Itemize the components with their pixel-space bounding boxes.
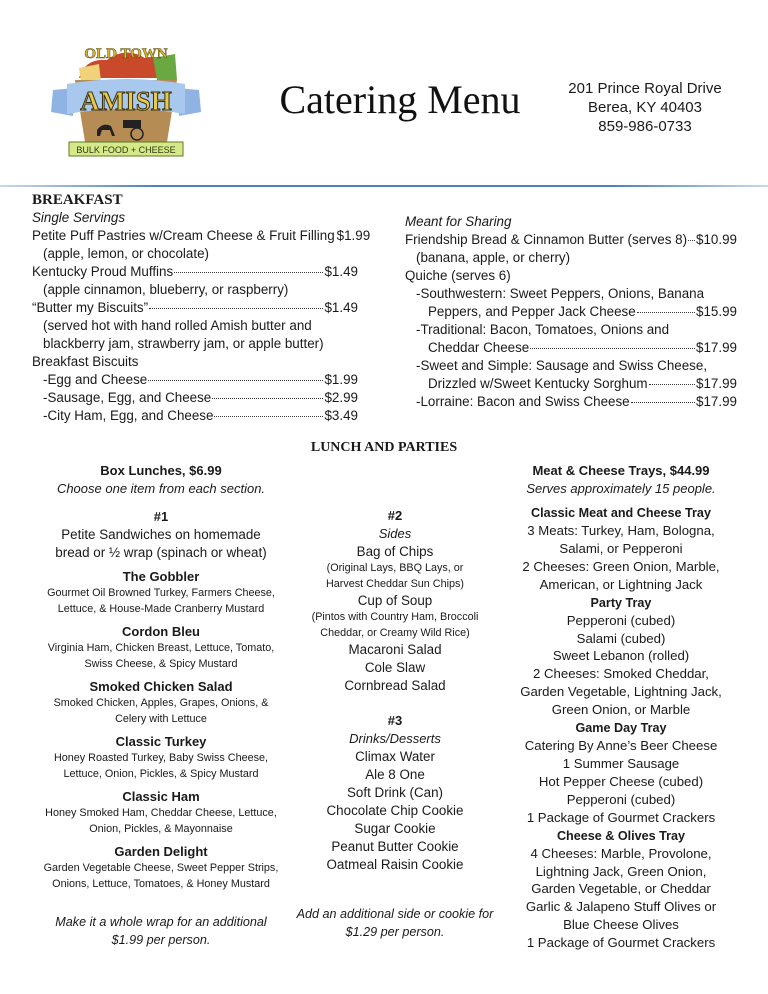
sandwich-name: Garden Delight: [114, 844, 208, 859]
sandwich-item: [30, 568, 292, 617]
menu-item: [32, 389, 358, 407]
tray-detail: Lightning Jack, Green Onion,: [535, 863, 707, 879]
sandwich-description: Honey Roasted Turkey, Baby Swiss Cheese,: [53, 752, 269, 764]
side-options: Harvest Cheddar Sun Chips): [325, 577, 465, 590]
tray-detail: Blue Cheese Olives: [563, 917, 679, 933]
drinks-desserts-label: Drinks/Desserts: [349, 731, 441, 746]
city-state-zip: Berea, KY 40403: [588, 99, 702, 116]
drinks-desserts-list: [285, 748, 505, 874]
section-1-number: #1: [153, 509, 169, 524]
old-town-amish-logo: [45, 38, 207, 160]
sandwich-description: Gourmet Oil Browned Turkey, Farmers Cheese,: [47, 587, 275, 599]
wrap-footnote: $1.99 per person.: [111, 932, 211, 947]
item-group-label: Quiche (serves 6): [405, 268, 511, 283]
sandwich-item: [30, 733, 292, 782]
dot-leader: [530, 348, 695, 349]
sides-list: [285, 543, 505, 695]
menu-item: [32, 263, 358, 281]
trays-title: Meat & Cheese Trays, $44.99: [532, 463, 710, 478]
tray-item: [495, 504, 747, 594]
sandwich-name: Smoked Chicken Salad: [89, 679, 233, 694]
item-group-label: Breakfast Biscuits: [32, 354, 139, 369]
svg-text:OLD TOWN: OLD TOWN: [84, 46, 168, 62]
sandwich-item: [30, 788, 292, 837]
side-item: Cornbread Salad: [344, 678, 446, 693]
wrap-footnote: Make it a whole wrap for an additional: [55, 915, 267, 929]
sandwich-description: Garden Vegetable Cheese, Sweet Pepper Strips,: [43, 862, 279, 874]
sandwich-name: The Gobbler: [122, 569, 200, 584]
single-servings-list: [32, 227, 371, 425]
tray-detail: American, or Lightning Jack: [539, 576, 703, 592]
item-note: (served hot with hand rolled Amish butter and: [43, 318, 312, 333]
drink-dessert-item: Soft Drink (Can): [347, 785, 443, 800]
tray-detail: Garlic & Jalapeno Stuff Olives or: [525, 899, 717, 915]
tray-detail: 1 Package of Gourmet Crackers: [526, 935, 716, 951]
section-1-intro: Petite Sandwiches on homemade: [61, 527, 261, 542]
dot-leader: [148, 380, 323, 381]
item-name: Friendship Bread & Cinnamon Butter (serves 8): [405, 232, 688, 247]
tray-item: [495, 719, 747, 827]
sandwich-list: [30, 568, 292, 892]
tray-detail: 1 Summer Sausage: [562, 755, 680, 771]
menu-item: [32, 371, 358, 389]
tray-detail: Pepperoni (cubed): [566, 612, 676, 628]
menu-item: [32, 227, 371, 245]
sandwich-description: Honey Smoked Ham, Cheddar Cheese, Lettuce,: [45, 807, 277, 819]
sandwich-name: Cordon Bleu: [122, 624, 200, 639]
item-note: (banana, apple, or cherry): [416, 250, 571, 265]
item-price: $17.99: [696, 394, 737, 409]
section-3-number: #3: [387, 713, 403, 728]
dot-leader: [174, 272, 323, 273]
tray-detail: Hot Pepper Cheese (cubed): [538, 773, 704, 789]
tray-detail: Sweet Lebanon (rolled): [552, 648, 690, 664]
item-name: Petite Puff Pastries w/Cream Cheese & Fruit Filling: [32, 228, 335, 243]
tray-name: Game Day Tray: [575, 721, 667, 736]
tray-detail: 1 Package of Gourmet Crackers: [526, 809, 716, 825]
header-divider: [0, 185, 768, 187]
drink-dessert-item: Ale 8 One: [365, 767, 425, 782]
breakfast-single-servings: [32, 191, 371, 425]
side-item: Bag of Chips: [356, 544, 434, 559]
item-price: $1.99: [324, 372, 358, 387]
tray-item: [495, 827, 747, 952]
sides-label: Sides: [378, 526, 412, 541]
item-note: -Sweet and Simple: Sausage and Swiss Cheese,: [416, 358, 708, 373]
sandwich-description: Lettuce, Onion, Pickles, & Spicy Mustard: [63, 767, 259, 780]
item-price: $2.99: [324, 390, 358, 405]
sandwich-item: [30, 843, 292, 892]
menu-item: [405, 303, 737, 321]
tray-detail: Salami (cubed): [576, 630, 666, 646]
tray-detail: Green Onion, or Marble: [551, 702, 691, 718]
item-note: (apple, lemon, or chocolate): [43, 246, 209, 261]
side-options: (Original Lays, BBQ Lays, or: [326, 562, 464, 574]
breakfast-sharing: [405, 213, 737, 411]
dot-leader: [637, 312, 695, 313]
item-name: Peppers, and Pepper Jack Cheese: [428, 304, 636, 319]
side-footnote: Add an additional side or cookie for: [296, 907, 494, 921]
sandwich-description: Celery with Lettuce: [115, 712, 207, 725]
item-name: “Butter my Biscuits”: [32, 300, 149, 315]
sandwich-name: Classic Turkey: [115, 734, 207, 749]
breakfast-heading: BREAKFAST: [32, 192, 123, 208]
side-options: Cheddar, or Creamy Wild Rice): [320, 626, 470, 639]
tray-detail: Garden Vegetable, or Cheddar: [531, 881, 711, 897]
tray-name: Cheese & Olives Tray: [556, 828, 686, 843]
menu-item: [405, 393, 737, 411]
box-lunch-section-1: [30, 462, 292, 949]
drink-dessert-item: Peanut Butter Cookie: [331, 839, 459, 854]
phone-number: 859-986-0733: [598, 118, 692, 135]
item-name: -Egg and Cheese: [43, 372, 148, 387]
sandwich-description: Onions, Lettuce, Tomatoes, & Honey Mustard: [52, 877, 270, 890]
side-options: (Pintos with Country Ham, Broccoli: [311, 611, 479, 623]
item-name: Cheddar Cheese: [428, 340, 530, 355]
side-item: Cole Slaw: [364, 660, 426, 675]
side-item: Cup of Soup: [357, 593, 433, 608]
tray-detail: Catering By Anne’s Beer Cheese: [524, 738, 718, 754]
menu-item: [405, 231, 737, 249]
single-servings-label: Single Servings: [32, 210, 126, 225]
item-name: Drizzled w/Sweet Kentucky Sorghum: [428, 376, 648, 391]
dot-leader: [649, 384, 695, 385]
street-address: 201 Prince Royal Drive: [568, 80, 722, 97]
sandwich-item: [30, 678, 292, 727]
tray-name: Classic Meat and Cheese Tray: [531, 506, 711, 520]
item-price: $15.99: [696, 304, 737, 319]
box-lunches-subtitle: Choose one item from each section.: [56, 481, 266, 496]
sandwich-description: Onion, Pickles, & Mayonnaise: [89, 822, 233, 835]
drink-dessert-item: Climax Water: [355, 749, 435, 764]
item-price: $1.49: [324, 264, 358, 279]
item-price: $3.49: [324, 408, 358, 423]
page-title: Catering Menu: [279, 77, 521, 122]
tray-detail: 2 Cheeses: Smoked Cheddar,: [533, 666, 709, 682]
menu-item: [32, 407, 358, 425]
meat-cheese-trays: [495, 462, 747, 952]
menu-item: [405, 339, 737, 357]
tray-item: [495, 594, 747, 719]
item-note: -Southwestern: Sweet Peppers, Onions, Banana: [416, 286, 705, 301]
box-lunches-title: Box Lunches, $6.99: [100, 463, 222, 478]
trays-subtitle: Serves approximately 15 people.: [526, 481, 716, 496]
section-1-intro: bread or ½ wrap (spinach or wheat): [55, 545, 267, 560]
tray-detail: 4 Cheeses: Marble, Provolone,: [530, 845, 712, 861]
drink-dessert-item: Oatmeal Raisin Cookie: [326, 857, 464, 872]
sandwich-description: Lettuce, & House-Made Cranberry Mustard: [57, 602, 265, 615]
menu-item: [32, 299, 358, 317]
item-name: -Lorraine: Bacon and Swiss Cheese: [416, 394, 630, 409]
dot-leader: [214, 416, 323, 417]
dot-leader: [212, 398, 323, 399]
lunch-heading: LUNCH AND PARTIES: [310, 440, 458, 455]
box-lunch-sections-2-3: [285, 507, 505, 941]
sandwich-description: Smoked Chicken, Apples, Grapes, Onions, &: [53, 697, 269, 709]
tray-detail: 2 Cheeses: Green Onion, Marble,: [522, 558, 720, 574]
drink-dessert-item: Chocolate Chip Cookie: [326, 803, 464, 818]
sandwich-name: Classic Ham: [122, 789, 200, 804]
item-note: -Traditional: Bacon, Tomatoes, Onions and: [416, 322, 670, 337]
item-price: $1.99: [336, 228, 371, 243]
store-address: [550, 79, 740, 136]
sharing-list: [405, 231, 737, 411]
item-name: -Sausage, Egg, and Cheese: [43, 390, 212, 405]
item-note: (apple cinnamon, blueberry, or raspberry): [43, 282, 289, 297]
sandwich-description: Swiss Cheese, & Spicy Mustard: [84, 657, 238, 670]
svg-text:AMISH: AMISH: [80, 86, 172, 116]
item-price: $17.99: [696, 376, 737, 391]
side-footnote: $1.29 per person.: [345, 924, 445, 939]
item-price: $10.99: [696, 232, 737, 247]
svg-text:BULK FOOD + CHEESE: BULK FOOD + CHEESE: [76, 145, 176, 155]
side-item: Macaroni Salad: [348, 642, 442, 657]
item-name: -City Ham, Egg, and Cheese: [43, 408, 214, 423]
dot-leader: [688, 240, 695, 241]
item-price: $1.49: [324, 300, 358, 315]
dot-leader: [149, 308, 323, 309]
item-price: $17.99: [696, 340, 737, 355]
tray-detail: Salami, or Pepperoni: [559, 540, 683, 556]
tray-detail: 3 Meats: Turkey, Ham, Bologna,: [527, 523, 715, 538]
sharing-label: Meant for Sharing: [405, 214, 512, 229]
item-name: Kentucky Proud Muffins: [32, 264, 174, 279]
tray-list: [495, 504, 747, 952]
item-note: blackberry jam, strawberry jam, or apple butter): [43, 336, 324, 351]
tray-name: Party Tray: [590, 595, 652, 610]
tray-detail: Pepperoni (cubed): [566, 791, 676, 807]
dot-leader: [631, 402, 695, 403]
tray-detail: Garden Vegetable, Lightning Jack,: [520, 684, 722, 700]
drink-dessert-item: Sugar Cookie: [354, 821, 436, 836]
menu-item: [405, 375, 737, 393]
sandwich-item: [30, 623, 292, 672]
section-2-number: #2: [387, 508, 403, 523]
sandwich-description: Virginia Ham, Chicken Breast, Lettuce, Tomato,: [47, 642, 275, 654]
